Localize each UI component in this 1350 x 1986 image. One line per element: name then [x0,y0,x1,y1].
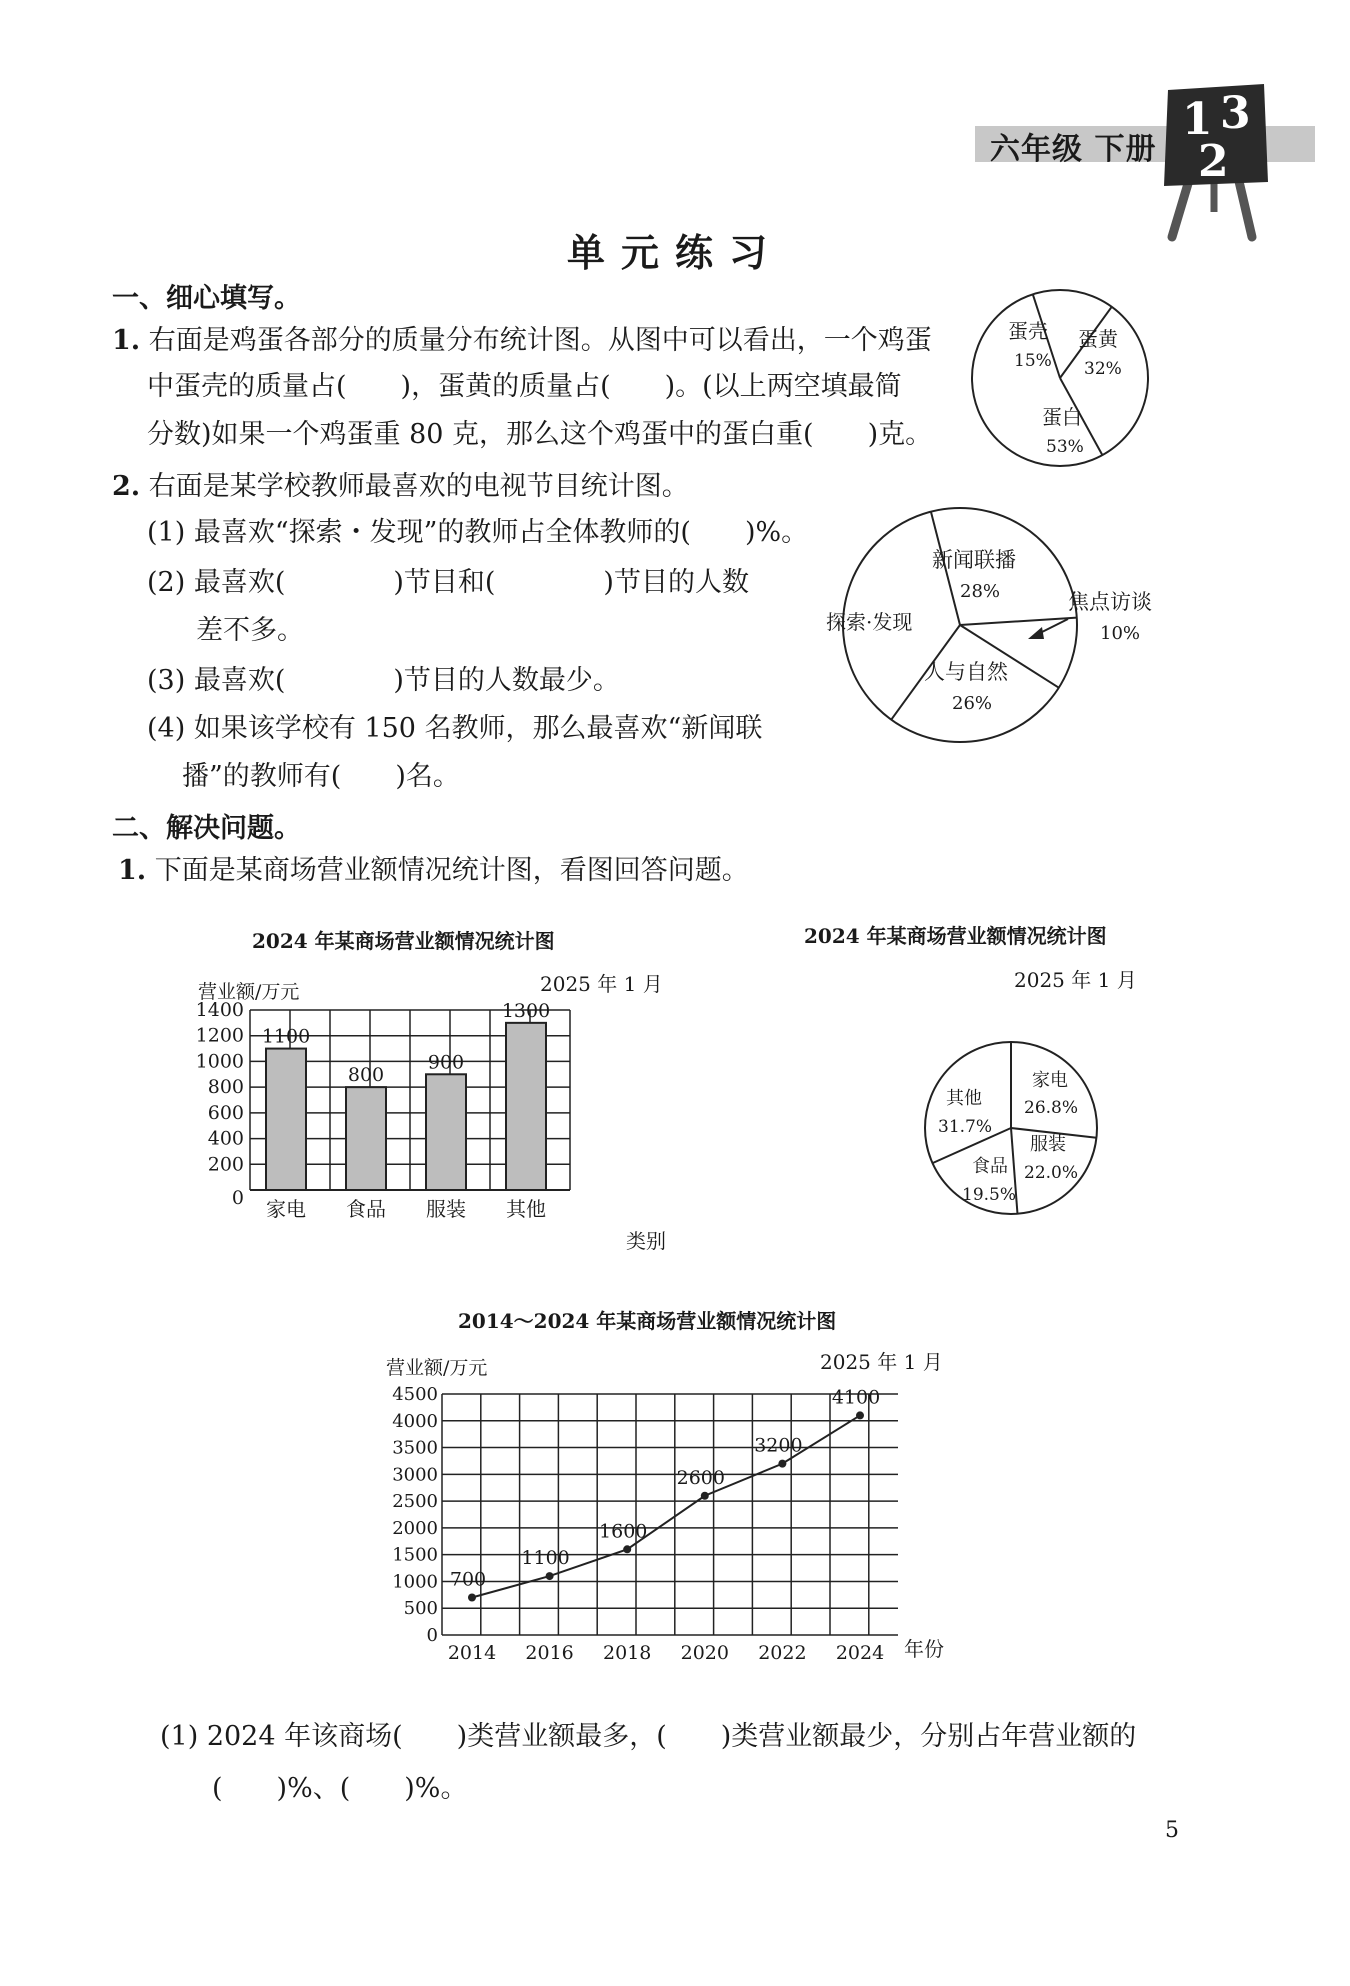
y-tick-label: 600 [207,1101,244,1124]
data-point [778,1460,786,1468]
bar [426,1074,466,1190]
pie-value-label: 32% [1084,359,1122,379]
pie-value-label: 53% [1046,437,1084,457]
pie-label: 家电 [1032,1070,1068,1091]
data-label: 3200 [754,1434,803,1457]
y-tick-label: 0 [231,1187,244,1209]
question-number: 2. [112,471,141,502]
y-tick-label: 2500 [392,1491,438,1513]
pie-label: 蛋壳 [1008,319,1048,343]
bar [346,1087,386,1190]
pie-label: 服装 [1030,1134,1066,1155]
y-tick-label: 1500 [392,1544,438,1566]
bar-chart-title: 2024 年某商场营业额情况统计图 [252,929,555,953]
pie-label: 其他 [946,1088,982,1109]
x-tick-label: 2022 [758,1642,807,1664]
x-tick-label: 其他 [506,1197,546,1221]
question-line [112,318,932,357]
data-point [546,1572,554,1580]
logo-digit: 2 [1198,136,1229,187]
bar-chart [190,968,690,1258]
data-label: 700 [449,1568,487,1591]
sub-question: ( )%、( )%。 [212,1773,468,1804]
pie-value-label: 19.5% [962,1185,1017,1205]
question-line [118,848,749,887]
x-tick-label: 2020 [680,1642,729,1664]
egg-pie-chart [970,288,1170,488]
page-title: 单元练习 [566,231,783,275]
pie-label: 蛋黄 [1078,327,1118,351]
tv-program-pie-chart [820,505,1200,745]
x-tick-label: 家电 [266,1197,306,1221]
question-line [112,464,689,503]
pie-value-label: 26% [952,693,993,714]
pie-label: 新闻联播 [932,548,1016,572]
grade-label: 六年级 下册 [990,132,1157,167]
y-tick-label: 1400 [195,999,244,1021]
pie-value-label: 10% [1100,623,1141,644]
data-point [468,1594,476,1602]
pie-value-label: 22.0% [1024,1163,1079,1183]
question-line: 分数)如果一个鸡蛋重 80 克，那么这个鸡蛋中的蛋白重( )克。 [147,419,933,450]
pie-chart-title: 2024 年某商场营业额情况统计图 [804,924,1107,948]
x-tick-label: 2016 [525,1642,574,1664]
category-pie-chart [920,1038,1120,1228]
x-tick-label: 食品 [346,1197,386,1221]
section-heading: 二、解决问题。 [112,813,301,844]
bar-value-label: 800 [347,1064,385,1087]
logo-digit: 3 [1220,88,1251,139]
pie-value-label: 15% [1014,351,1052,371]
sub-question: 播”的教师有( )名。 [182,761,460,792]
line-chart [370,1350,970,1670]
pie-label: 焦点访谈 [1068,590,1152,614]
sub-question: (3) 最喜欢( )节目的人数最少。 [147,665,620,696]
question-number: 1. [112,325,141,356]
y-tick-label: 1200 [195,1024,244,1047]
pie-value-label: 31.7% [938,1117,993,1137]
sub-question: (4) 如果该学校有 150 名教师，那么最喜欢“新闻联 [147,713,763,744]
x-tick-label: 服装 [426,1197,466,1221]
bar [506,1023,546,1190]
data-point [623,1545,631,1553]
question-line: 中蛋壳的质量占( )，蛋黄的质量占( )。(以上两空填最简 [147,371,902,402]
y-tick-label: 0 [426,1625,438,1646]
y-axis-label: 营业额/万元 [198,981,300,1003]
data-point [856,1411,864,1419]
y-tick-label: 500 [403,1598,438,1620]
y-tick-label: 3000 [392,1464,438,1486]
sub-question: (1) 最喜欢“探索・发现”的教师占全体教师的( )%。 [147,517,809,548]
bar [266,1049,306,1190]
question-text: 右面是某学校教师最喜欢的电视节目统计图。 [148,471,689,502]
bar-value-label: 1100 [261,1025,311,1048]
question-number: 1. [118,855,147,886]
line-chart-date: 2025 年 1 月 [820,1350,943,1374]
sub-question: (2) 最喜欢( )节目和( )节目的人数 [147,567,749,598]
x-axis-label: 类别 [626,1229,666,1253]
line-chart-title: 2014～2024 年某商场营业额情况统计图 [458,1309,837,1333]
data-label: 4100 [831,1386,881,1409]
y-tick-label: 1000 [392,1571,438,1593]
question-text: 右面是鸡蛋各部分的质量分布统计图。从图中可以看出，一个鸡蛋 [148,325,932,356]
x-tick-label: 2018 [603,1642,652,1664]
y-axis-label: 营业额/万元 [386,1357,488,1379]
y-tick-label: 3500 [392,1437,438,1459]
data-label: 2600 [676,1466,725,1489]
pie-label: 食品 [972,1156,1008,1177]
y-tick-label: 1000 [195,1050,244,1073]
section-heading: 一、细心填写。 [112,283,301,314]
pie-value-label: 28% [960,581,1001,602]
data-label: 1100 [521,1547,570,1570]
x-tick-label: 2014 [447,1642,497,1664]
bar-value-label: 1300 [501,999,551,1022]
pie-chart-date: 2025 年 1 月 [1014,968,1137,992]
y-tick-label: 200 [207,1153,244,1176]
y-tick-label: 2000 [392,1517,438,1539]
x-axis-label: 年份 [904,1637,944,1661]
pie-value-label: 26.8% [1024,1098,1079,1118]
pie-label: 探索·发现 [826,610,913,634]
x-tick-label: 2024 [835,1642,885,1664]
bar-value-label: 900 [427,1051,465,1074]
pie-label: 蛋白 [1042,405,1082,429]
page-number: 5 [1165,1818,1179,1843]
pie-label: 人与自然 [924,660,1008,684]
y-tick-label: 400 [207,1127,244,1150]
data-point [701,1492,709,1500]
question-text: 下面是某商场营业额情况统计图，看图回答问题。 [154,855,749,886]
y-tick-label: 4000 [392,1410,438,1432]
bar-chart-date: 2025 年 1 月 [540,972,663,996]
sub-question: (1) 2024 年该商场( )类营业额最多，( )类营业额最少，分别占年营业额的 [160,1721,1137,1752]
logo-digit: 1 [1182,94,1213,145]
y-tick-label: 4500 [392,1384,438,1405]
y-tick-label: 800 [207,1076,244,1099]
sub-question: 差不多。 [196,615,304,646]
data-label: 1600 [599,1520,648,1543]
